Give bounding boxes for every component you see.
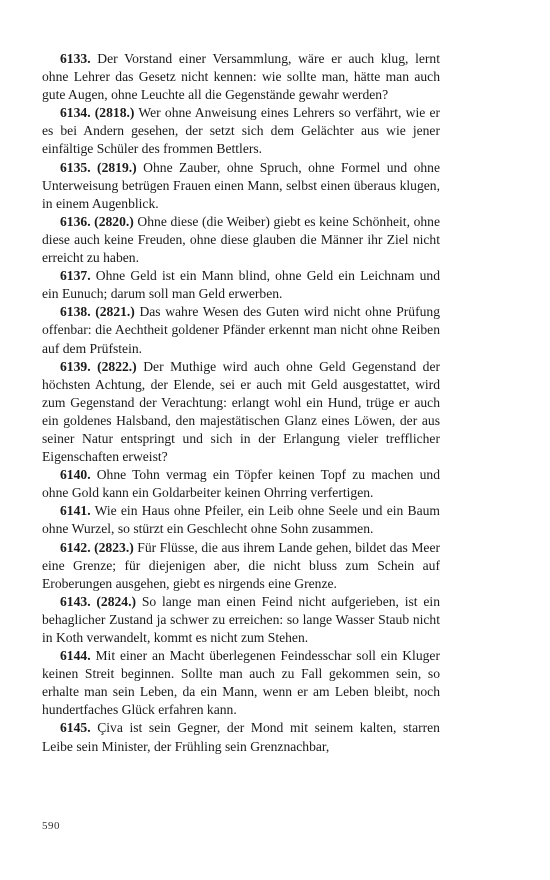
entry-number: 6134. (2818.) [60, 105, 135, 121]
entry-number: 6145. [60, 720, 91, 736]
entry-number: 6138. (2821.) [60, 304, 135, 320]
entry-text: Für Flüsse, die aus ihrem Lande gehen, bildet das Meer eine Grenze; für diejenigen aber, die nicht bluss zum Schein auf Eroberungen ausgehen, giebt es nirgends eine Grenze. [42, 539, 440, 591]
entry-6142 [42, 539, 440, 593]
entry-text: Ohne Zauber, ohne Spruch, ohne Formel und ohne Unterweisung betrügen Frauen einen Mann, selbst einen überaus klugen, in einem Augenblick. [42, 159, 441, 211]
entry-text: Der Muthige wird auch ohne Geld Gegenstand der höchsten Achtung, der Elende, sei er auch mit Geld ausgestattet, wird zum Gegenstand der Verachtung: erlangt wohl ein Hund, trüge er auch ein goldenes Halsband, den majestätischen Glanz eines Löwen, der aus seiner Natur entspringt und sich in der Erlangung vieler trefflicher Eigenschaften erweist? [42, 358, 441, 465]
entry-number: 6135. (2819.) [60, 159, 137, 175]
document-page [42, 50, 440, 756]
entry-6141 [42, 502, 440, 538]
entry-text: Ohne diese (die Weiber) giebt es keine Schönheit, ohne diese auch keine Freuden, ohne diese glauben die Männer ihr Ziel nicht erreicht zu haben. [42, 213, 440, 266]
entry-text: Der Vorstand einer Versammlung, wäre er auch klug, lernt ohne Lehrer das Gesetz nicht kennen: wie sollte man, hätte man auch gute Augen, ohne Leuchte all die Gegenstände gewahr werden? [42, 51, 440, 103]
entry-number: 6143. (2824.) [60, 593, 137, 609]
entry-text: Wer ohne Anweisung eines Lehrers so verfährt, wie er es bei Andern gesehen, der setzt sich dem Gelächter aus wie jener einfältige Schüler des frommen Bettlers. [42, 105, 441, 157]
entry-6138 [42, 303, 440, 357]
entry-6144 [42, 647, 440, 719]
entry-number: 6137. [60, 268, 91, 284]
entry-number: 6136. (2820.) [60, 213, 134, 229]
entry-6133 [42, 50, 440, 104]
entry-number: 6141. [60, 503, 91, 519]
entry-number: 6140. [60, 467, 91, 483]
entry-text: Ohne Tohn vermag ein Töpfer keinen Topf zu machen und ohne Gold kann ein Goldarbeiter keinen Ohrring verfertigen. [42, 467, 440, 501]
entry-text: Çiva ist sein Gegner, der Mond mit seinem kalten, starren Leibe sein Minister, der Frühling sein Grenznachbar, [42, 720, 440, 754]
entry-6145 [42, 719, 440, 755]
entry-text: Wie ein Haus ohne Pfeiler, ein Leib ohne Seele und ein Baum ohne Wurzel, so stürzt ein Geschlecht ohne Sohn zusammen. [42, 503, 441, 537]
page-number: 590 [42, 820, 60, 832]
entry-6137 [42, 267, 440, 303]
entry-6143 [42, 593, 440, 647]
entry-number: 6133. [60, 51, 91, 66]
entry-text: Das wahre Wesen des Guten wird nicht ohne Prüfung offenbar: die Aechtheit goldener Pfänder erkennt man nicht ohne Reiben auf dem Prüfstein. [42, 304, 440, 356]
entry-number: 6139. (2822.) [60, 358, 137, 374]
entry-text: Ohne Geld ist ein Mann blind, ohne Geld ein Leichnam und ein Eunuch; darum soll man Geld erwerben. [42, 268, 440, 302]
entry-6139 [42, 358, 440, 467]
entry-6136 [42, 213, 440, 267]
entry-number: 6142. (2823.) [60, 539, 134, 555]
entry-text: Mit einer an Macht überlegenen Feindesschar soll ein Kluger keinen Streit beginnen. Sollte man auch zu Fall gekommen sein, so erhalte man sein Leben, da ein Mann, wenn er am Leben bleibt, noch hundertfaches Glück erfahren kann. [42, 648, 440, 718]
entry-number: 6144. [60, 648, 91, 664]
entry-6134 [42, 104, 440, 158]
entry-6140 [42, 466, 440, 502]
entry-text: So lange man einen Feind nicht aufgerieben, ist ein behaglicher Zustand ja schwer zu erreichen: so lange Wasser Staub nicht in Koth verwandelt, kommt es nicht zum Stehen. [42, 593, 440, 645]
entry-6135 [42, 159, 440, 213]
